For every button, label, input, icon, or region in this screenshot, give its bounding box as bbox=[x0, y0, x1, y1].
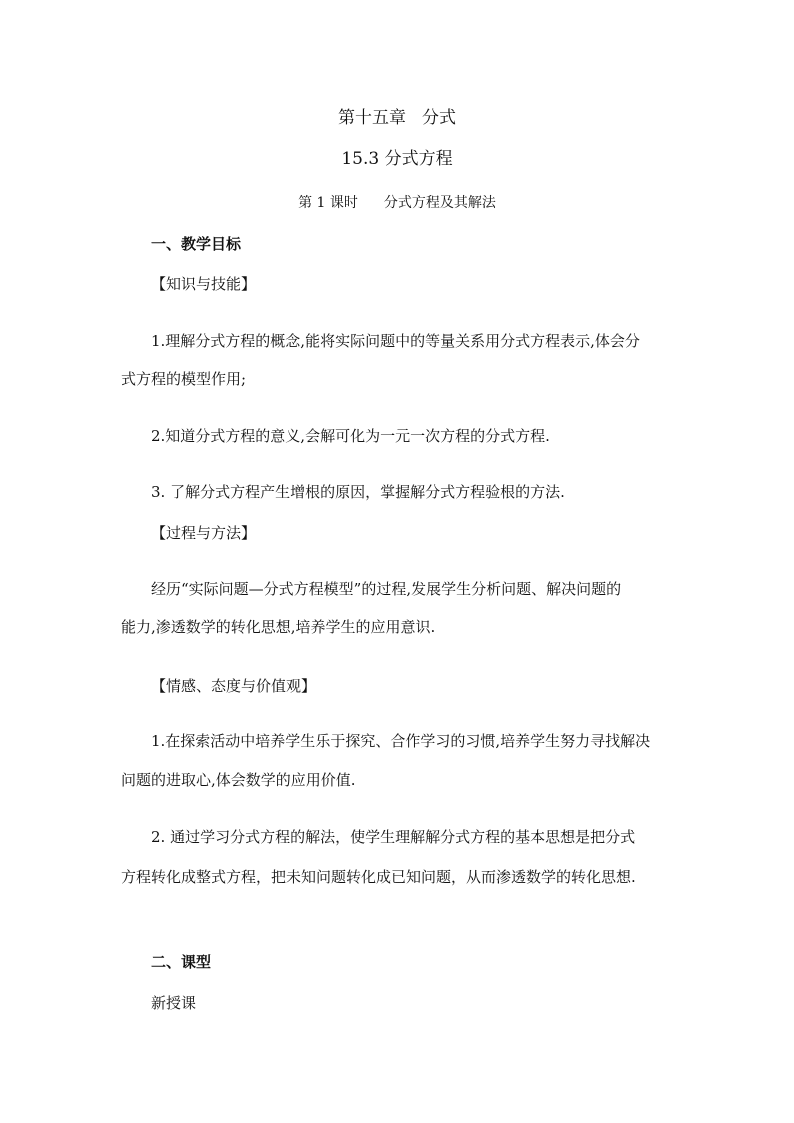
emotion-item-2-line-2: 方程转化成整式方程，把未知问题转化成已知问题，从而渗透数学的转化思想. bbox=[121, 868, 636, 886]
knowledge-label: 【知识与技能】 bbox=[151, 275, 257, 293]
process-label: 【过程与方法】 bbox=[151, 524, 257, 542]
lesson-type-value: 新授课 bbox=[151, 994, 197, 1012]
objectives-heading: 一、教学目标 bbox=[151, 235, 242, 253]
lesson-topic: 分式方程及其解法 bbox=[383, 195, 496, 211]
knowledge-item-3: 3. 了解分式方程产生增根的原因，掌握解分式方程验根的方法. bbox=[151, 483, 565, 501]
emotion-item-1-line-2: 问题的进取心,体会数学的应用价值. bbox=[121, 771, 356, 789]
process-line-1: 经历“实际问题—分式方程模型”的过程,发展学生分析问题、解决问题的 bbox=[151, 580, 622, 598]
chapter-number: 第十五章 bbox=[338, 108, 406, 128]
lesson-type-heading: 二、课型 bbox=[151, 953, 212, 971]
knowledge-item-2: 2.知道分式方程的意义,会解可化为一元一次方程的分式方程. bbox=[151, 427, 550, 445]
chapter-topic: 分式 bbox=[422, 108, 456, 128]
emotion-item-2-line-1: 2. 通过学习分式方程的解法，使学生理解解分式方程的基本思想是把分式 bbox=[151, 828, 636, 846]
lesson-number: 第 1 课时 bbox=[298, 195, 358, 211]
emotion-item-1-line-1: 1.在探索活动中培养学生乐于探究、合作学习的习惯,培养学生努力寻找解决 bbox=[151, 732, 651, 750]
process-line-2: 能力,渗透数学的转化思想,培养学生的应用意识. bbox=[121, 618, 436, 636]
chapter-title bbox=[0, 108, 794, 128]
knowledge-item-1-line-2: 式方程的模型作用; bbox=[121, 370, 247, 388]
lesson-title bbox=[0, 193, 794, 213]
knowledge-item-1-line-1: 1.理解分式方程的概念,能将实际问题中的等量关系用分式方程表示,体会分 bbox=[151, 332, 640, 350]
emotion-label: 【情感、态度与价值观】 bbox=[151, 677, 317, 695]
section-title: 15.3 分式方程 bbox=[341, 149, 453, 169]
